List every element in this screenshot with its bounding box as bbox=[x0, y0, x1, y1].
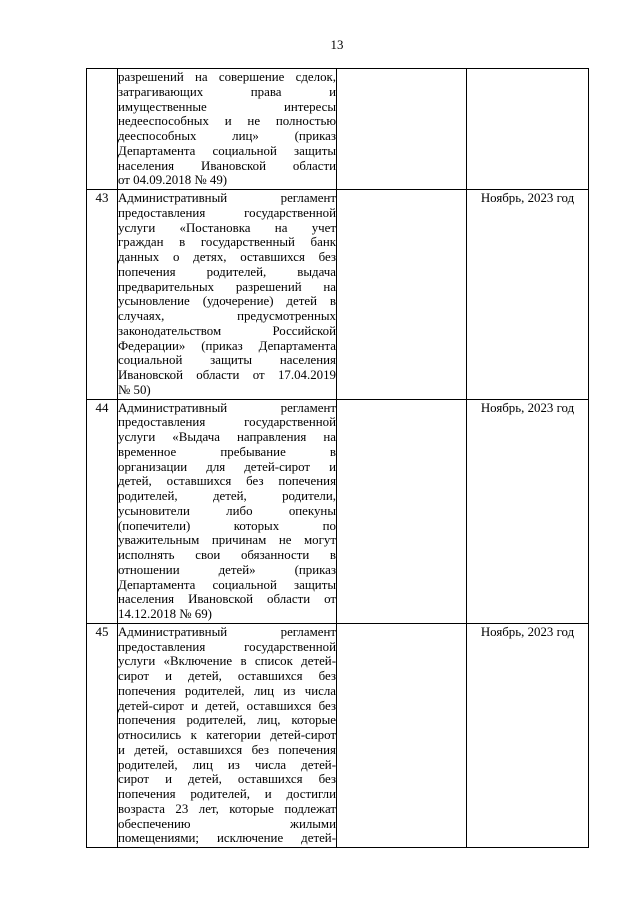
deadline-cell bbox=[467, 69, 589, 190]
description-line: родителей, лиц из числа детей- bbox=[118, 757, 336, 772]
description-line: Административный регламент bbox=[118, 191, 336, 205]
description-line: № 50) bbox=[118, 382, 151, 397]
document-table bbox=[86, 68, 589, 848]
description-line: предварительных разрешений на bbox=[118, 279, 336, 294]
description-line: организации для детей-сирот и bbox=[118, 459, 336, 474]
description-line: попечения родителей, и достигли bbox=[118, 787, 336, 801]
row-number-cell: 45 bbox=[87, 623, 118, 847]
row-number-cell: 44 bbox=[87, 399, 118, 623]
description-line: усыновители либо опекуны bbox=[118, 503, 336, 518]
description-line: Административный регламент bbox=[118, 624, 336, 639]
description-line: усыновление (удочерение) детей в bbox=[118, 294, 336, 309]
description-cell bbox=[118, 190, 337, 400]
description-line: Ивановской области от 17.04.2019 bbox=[118, 368, 336, 382]
description-line: и детей, оставшихся без попечения bbox=[118, 742, 336, 757]
deadline-cell: Ноябрь, 2023 год bbox=[467, 623, 589, 847]
description-line: обеспечению жилыми bbox=[118, 816, 336, 831]
description-line: возраста 23 лет, которые подлежат bbox=[118, 801, 336, 816]
description-line: Административный регламент bbox=[118, 400, 336, 415]
description-line: Федерации» (приказ Департамента bbox=[118, 338, 336, 353]
empty-cell bbox=[337, 69, 467, 190]
description-line: социальной защиты населения bbox=[118, 353, 336, 368]
description-line: (попечители) которых по bbox=[118, 518, 336, 533]
description-line: попечения родителей, выдача bbox=[118, 264, 336, 279]
description-line: отношении детей» (приказ bbox=[118, 562, 336, 577]
description-line: родителей, детей, родители, bbox=[118, 489, 336, 503]
description-line: детей, оставшихся без попечения bbox=[118, 474, 336, 489]
description-line: населения Ивановской области от bbox=[118, 592, 336, 607]
table-row bbox=[87, 190, 589, 400]
table-row bbox=[87, 399, 589, 623]
description-line: детей-сирот и детей, оставшихся без bbox=[118, 698, 336, 713]
description-line: относились к категории детей-сирот bbox=[118, 728, 336, 742]
empty-cell bbox=[337, 190, 467, 400]
description-line: имущественные интересы bbox=[118, 99, 336, 114]
description-cell bbox=[118, 623, 337, 847]
deadline-cell: Ноябрь, 2023 год bbox=[467, 190, 589, 400]
row-number-cell bbox=[87, 69, 118, 190]
description-line: граждан в государственный банк bbox=[118, 235, 336, 250]
description-line: законодательством Российской bbox=[118, 323, 336, 338]
empty-cell bbox=[337, 623, 467, 847]
description-line: сирот и детей, оставшихся без bbox=[118, 669, 336, 683]
description-line: уважительным причинам не могут bbox=[118, 533, 336, 548]
description-line: недееспособных и не полностью bbox=[118, 114, 336, 129]
description-line: разрешений на совершение сделок, bbox=[118, 70, 336, 84]
description-line: 14.12.2018 № 69) bbox=[118, 607, 212, 621]
description-line: предоставления государственной bbox=[118, 205, 336, 220]
description-line: от 04.09.2018 № 49) bbox=[118, 173, 228, 188]
empty-cell bbox=[337, 399, 467, 623]
description-line: затрагивающих права и bbox=[118, 84, 336, 99]
row-number-cell: 43 bbox=[87, 190, 118, 400]
description-line: предоставления государственной bbox=[118, 415, 336, 430]
description-cell bbox=[118, 399, 337, 623]
description-line: помещениями; исключение детей- bbox=[118, 831, 336, 846]
description-line: населения Ивановской области bbox=[118, 158, 336, 173]
table-row bbox=[87, 623, 589, 847]
description-line: временное пребывание в bbox=[118, 444, 336, 459]
description-line: случаях, предусмотренных bbox=[118, 309, 336, 323]
description-line: данных о детях, оставшихся без bbox=[118, 250, 336, 264]
description-line: попечения родителей, лиц, которые bbox=[118, 713, 336, 728]
description-line: Департамента социальной защиты bbox=[118, 577, 336, 592]
description-line: попечения родителей, лиц из числа bbox=[118, 683, 336, 698]
deadline-cell: Ноябрь, 2023 год bbox=[467, 399, 589, 623]
description-line: Департамента социальной защиты bbox=[118, 143, 336, 158]
description-line: услуги «Включение в список детей- bbox=[118, 654, 336, 669]
description-line: предоставления государственной bbox=[118, 639, 336, 654]
description-line: исполнять свои обязанности в bbox=[118, 548, 336, 562]
table-row bbox=[87, 69, 589, 190]
description-cell bbox=[118, 69, 337, 190]
description-line: услуги «Выдача направления на bbox=[118, 430, 336, 444]
description-line: сирот и детей, оставшихся без bbox=[118, 772, 336, 787]
page-number: 13 bbox=[330, 38, 344, 52]
description-line: дееспособных лиц» (приказ bbox=[118, 129, 336, 143]
description-line: услуги «Постановка на учет bbox=[118, 220, 336, 235]
